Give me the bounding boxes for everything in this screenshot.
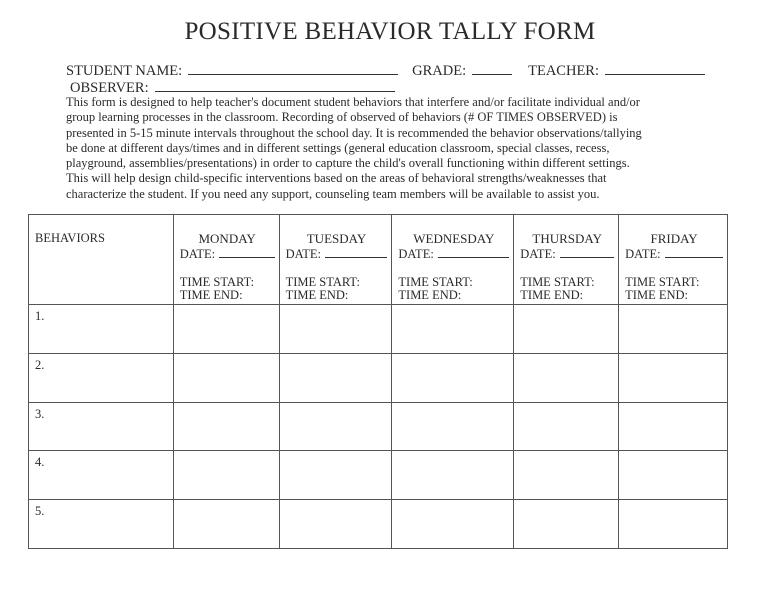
grade-field[interactable] [472,62,512,75]
day-name: FRIDAY [650,231,698,246]
student-info-fields [66,62,705,96]
day-column-thursday [514,215,619,305]
time-end-label: TIME END: [179,288,243,302]
tally-cell[interactable] [279,305,392,354]
table-row [29,451,728,500]
tally-cell[interactable] [514,402,619,451]
grade-label: GRADE: [412,63,467,79]
observer-field[interactable] [155,79,395,92]
tally-cell[interactable] [279,451,392,500]
table-header-row [29,215,728,305]
tally-cell[interactable] [279,402,392,451]
behaviors-header: BEHAVIORS [29,215,174,305]
teacher-label: TEACHER: [528,63,600,79]
teacher-field[interactable] [605,62,705,75]
day-column-friday [619,215,728,305]
time-start-label: TIME START: [179,275,255,289]
instructions-line: presented in 5-15 minute intervals throughout the school day. It is recommended the behavior observations/tallying [66,125,642,140]
date-label: DATE: [625,247,661,261]
tally-cell[interactable] [392,500,514,549]
date-field[interactable] [325,247,387,258]
tally-cell[interactable] [514,353,619,402]
tally-cell[interactable] [173,305,279,354]
date-field[interactable] [665,247,723,258]
tally-cell[interactable] [514,305,619,354]
date-label: DATE: [285,247,321,261]
instructions-line: This form is designed to help teacher's document student behaviors that interfere and/or facilitate individual and/or [66,95,640,109]
tally-cell[interactable] [173,451,279,500]
date-label: DATE: [179,247,216,261]
date-label: DATE: [398,247,434,261]
tally-cell[interactable] [619,305,728,354]
student-name-field[interactable] [188,62,398,75]
day-column-wednesday [392,215,514,305]
tally-cell[interactable] [173,402,279,451]
tally-cell[interactable] [619,451,728,500]
day-name: MONDAY [198,231,256,246]
observer-label: OBSERVER: [70,80,149,96]
behavior-tally-table [28,214,728,549]
day-name: WEDNESDAY [413,231,495,246]
time-end-label: TIME END: [625,288,688,302]
behavior-number: 3. [29,402,174,451]
tally-cell[interactable] [514,451,619,500]
tally-cell[interactable] [392,451,514,500]
tally-cell[interactable] [514,500,619,549]
table-row [29,353,728,402]
time-end-label: TIME END: [398,288,462,302]
date-field[interactable] [219,247,274,258]
time-start-label: TIME START: [625,275,700,289]
day-name: THURSDAY [532,231,602,246]
instructions-line: This will help design child-specific interventions based on the areas of behavioral strengths/weaknesses that [66,171,607,186]
form-title: POSITIVE BEHAVIOR TALLY FORM [184,18,596,45]
table-row [29,500,728,549]
time-start-label: TIME START: [285,275,360,289]
tally-cell[interactable] [619,402,728,451]
table-row [29,305,728,354]
instructions-line: be done at different days/times and in different settings (general education classroom, special classes, recess, [66,140,610,155]
instructions-line: playground, assemblies/presentations) in order to capture the child's overall functioning within different settings. [66,156,630,171]
date-field[interactable] [438,247,509,258]
tally-cell[interactable] [392,305,514,354]
table-row [29,402,728,451]
tally-cell[interactable] [392,402,514,451]
instructions-paragraph [66,95,726,202]
tally-cell[interactable] [619,500,728,549]
tally-cell[interactable] [173,353,279,402]
tally-cell[interactable] [279,353,392,402]
tally-cell[interactable] [392,353,514,402]
day-column-tuesday [279,215,392,305]
tally-cell[interactable] [619,353,728,402]
date-field[interactable] [560,247,614,258]
time-end-label: TIME END: [520,288,584,302]
behavior-number: 2. [29,353,174,402]
time-start-label: TIME START: [398,275,473,289]
behavior-number: 1. [29,305,174,354]
behavior-number: 5. [29,500,174,549]
instructions-line: characterize the student. If you need any support, counseling team members will be available to assist you. [66,186,600,201]
instructions-line: group learning processes in the classroom. Recording of observed of behaviors (# OF TIMES OBSERVED) is [66,110,618,125]
behavior-number: 4. [29,451,174,500]
day-column-monday [173,215,279,305]
tally-cell[interactable] [173,500,279,549]
student-name-label: STUDENT NAME: [66,63,183,79]
time-end-label: TIME END: [285,288,349,302]
tally-cell[interactable] [279,500,392,549]
date-label: DATE: [520,247,556,261]
time-start-label: TIME START: [520,275,595,289]
day-name: TUESDAY [306,231,367,246]
